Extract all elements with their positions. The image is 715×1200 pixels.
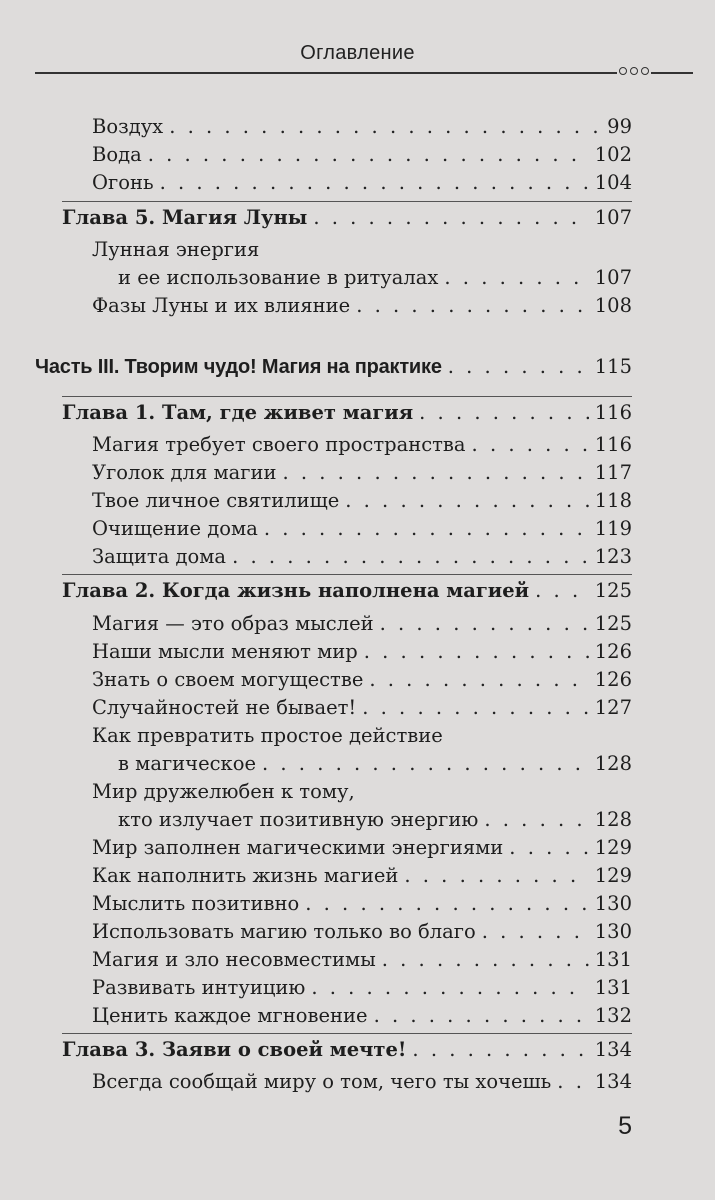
chapter-separator	[62, 201, 632, 202]
toc-label: Твое личное святилище	[92, 489, 340, 512]
toc-page: 115	[594, 355, 632, 378]
toc-label: Глава 2. Когда жизнь наполнена магией	[62, 579, 530, 602]
toc-label: Как наполнить жизнь магией	[92, 864, 399, 887]
toc-page: 132	[594, 1004, 632, 1027]
dot-leader	[356, 292, 589, 319]
dot-leader	[160, 169, 589, 196]
toc-entry-lunnaya[interactable]	[0, 264, 715, 291]
toc-entry-znat[interactable]	[0, 666, 715, 693]
page-number: 5	[618, 1112, 632, 1140]
dot-leader	[305, 890, 589, 917]
dot-leader	[419, 399, 589, 426]
dot-leader	[444, 264, 588, 291]
dot-leader	[448, 353, 589, 380]
toc-page: 128	[594, 752, 632, 775]
toc-entry-myslit[interactable]	[0, 890, 715, 917]
toc-label-line1: Мир дружелюбен к тому,	[92, 780, 355, 803]
dot-leader	[262, 750, 589, 777]
chapter-separator	[62, 1033, 632, 1034]
toc-entry-cenit[interactable]	[0, 1002, 715, 1029]
toc-page: 126	[594, 668, 632, 691]
toc-entry-ogon[interactable]	[0, 169, 715, 196]
dot-leader	[148, 141, 589, 168]
toc-entry-intuiciya[interactable]	[0, 974, 715, 1001]
toc-entry-obraz[interactable]	[0, 610, 715, 637]
toc-page: 134	[594, 1070, 632, 1093]
toc-page: 119	[594, 517, 632, 540]
dot-leader	[362, 694, 589, 721]
toc-label: Случайностей не бывает!	[92, 696, 357, 719]
toc-entry-mysli[interactable]	[0, 638, 715, 665]
dot-leader	[557, 1068, 588, 1095]
header-rule	[35, 72, 693, 74]
toc-label: Магия и зло несовместимы	[92, 948, 376, 971]
toc-label: Очищение дома	[92, 517, 258, 540]
toc-page: 117	[594, 461, 632, 484]
toc-page: 134	[594, 1038, 632, 1061]
dot-leader	[535, 577, 589, 604]
toc-entry-napolnit[interactable]	[0, 862, 715, 889]
dot-leader	[404, 862, 588, 889]
dot-leader	[509, 834, 588, 861]
toc-chapter-2[interactable]	[0, 577, 715, 604]
dot-leader	[345, 487, 589, 514]
toc-page: 126	[594, 640, 632, 663]
toc-entry-sluchainosti[interactable]	[0, 694, 715, 721]
toc-page: 131	[594, 948, 632, 971]
toc-page: 125	[594, 612, 632, 635]
toc-entry-prostranstvo[interactable]	[0, 431, 715, 458]
toc-label: Фазы Луны и их влияние	[92, 294, 351, 317]
toc-label: Огонь	[92, 171, 154, 194]
toc-label: кто излучает позитивную энергию	[118, 808, 479, 831]
toc-page: 127	[594, 696, 632, 719]
toc-label: Глава 3. Заяви о своей мечте!	[62, 1038, 407, 1061]
toc-page: 128	[594, 808, 632, 831]
toc-page: 104	[594, 171, 632, 194]
toc-chapter-1[interactable]	[0, 399, 715, 426]
chapter-separator	[62, 574, 632, 575]
dot-leader	[232, 543, 589, 570]
toc-page: 116	[594, 433, 632, 456]
dot-leader	[412, 1036, 588, 1063]
dot-leader	[472, 431, 589, 458]
dot-leader	[313, 204, 588, 231]
dot-leader	[282, 459, 588, 486]
toc-label: Глава 1. Там, где живет магия	[62, 401, 414, 424]
toc-page: 108	[594, 294, 632, 317]
toc-label-line1: Лунная энергия	[92, 238, 260, 261]
toc-entry-ochishchenie[interactable]	[0, 515, 715, 542]
toc-label: Магия требует своего пространства	[92, 433, 466, 456]
toc-page: 102	[594, 143, 632, 166]
toc-label: Всегда сообщай миру о том, чего ты хочешь	[92, 1070, 552, 1093]
toc-entry-voda[interactable]	[0, 141, 715, 168]
toc-label: Использовать магию только во благо	[92, 920, 476, 943]
dot-leader	[364, 638, 589, 665]
toc-entry-ugolok[interactable]	[0, 459, 715, 486]
toc-label: в магическое	[118, 752, 257, 775]
dot-leader	[382, 946, 589, 973]
dot-leader	[311, 974, 588, 1001]
toc-chapter-5[interactable]	[0, 204, 715, 231]
toc-page: 107	[594, 266, 632, 289]
dot-leader	[380, 610, 589, 637]
dot-leader	[482, 918, 589, 945]
toc-label: Наши мысли меняют мир	[92, 640, 358, 663]
toc-label: Глава 5. Магия Луны	[62, 206, 308, 229]
toc-page: 118	[594, 489, 632, 512]
toc-label: Развивать интуицию	[92, 976, 306, 999]
toc-part-3[interactable]	[0, 353, 715, 381]
dot-leader	[169, 113, 601, 140]
toc-label: Защита дома	[92, 545, 227, 568]
toc-label: Вода	[92, 143, 142, 166]
toc-chapter-3[interactable]	[0, 1036, 715, 1063]
toc-label: Воздух	[92, 115, 164, 138]
toc-entry-ispolzovat[interactable]	[0, 918, 715, 945]
rule-ornament	[617, 67, 651, 75]
toc-page: 116	[594, 401, 632, 424]
toc-page: 129	[594, 864, 632, 887]
toc-entry-zlo[interactable]	[0, 946, 715, 973]
toc-page: 131	[594, 976, 632, 999]
dot-leader	[264, 515, 589, 542]
chapter-separator	[62, 396, 632, 397]
toc-label: Мир заполнен магическими энергиями	[92, 836, 504, 859]
toc-entry-fazy[interactable]	[0, 292, 715, 319]
dot-leader	[484, 806, 588, 833]
dot-leader	[374, 1002, 589, 1029]
toc-label: Мыслить позитивно	[92, 892, 300, 915]
toc-page: 123	[594, 545, 632, 568]
dot-leader	[369, 666, 588, 693]
toc-label: Ценить каждое мгновение	[92, 1004, 368, 1027]
toc-label-line1: Как превратить простое действие	[92, 724, 443, 747]
toc-label: Уголок для магии	[92, 461, 277, 484]
toc-entry-zapolnen[interactable]	[0, 834, 715, 861]
toc-page: 107	[594, 206, 632, 229]
toc-entry-prevratit[interactable]	[0, 750, 715, 777]
toc-page: 130	[594, 920, 632, 943]
toc-page: 130	[594, 892, 632, 915]
toc-page: 125	[594, 579, 632, 602]
toc-entry-zashchita[interactable]	[0, 543, 715, 570]
toc-label: Часть III. Творим чудо! Магия на практике	[35, 356, 442, 378]
toc-label: Знать о своем могуществе	[92, 668, 364, 691]
toc-page: 129	[594, 836, 632, 859]
toc-entry-vozduh[interactable]	[0, 113, 715, 140]
toc-label: Магия — это образ мыслей	[92, 612, 374, 635]
toc-entry-soobshchai[interactable]	[0, 1068, 715, 1095]
toc-entry-svyatilishche[interactable]	[0, 487, 715, 514]
toc-label: и ее использование в ритуалах	[118, 266, 439, 289]
running-head: Оглавление	[300, 42, 415, 64]
toc-entry-mir[interactable]	[0, 806, 715, 833]
toc-page: 99	[607, 115, 632, 138]
